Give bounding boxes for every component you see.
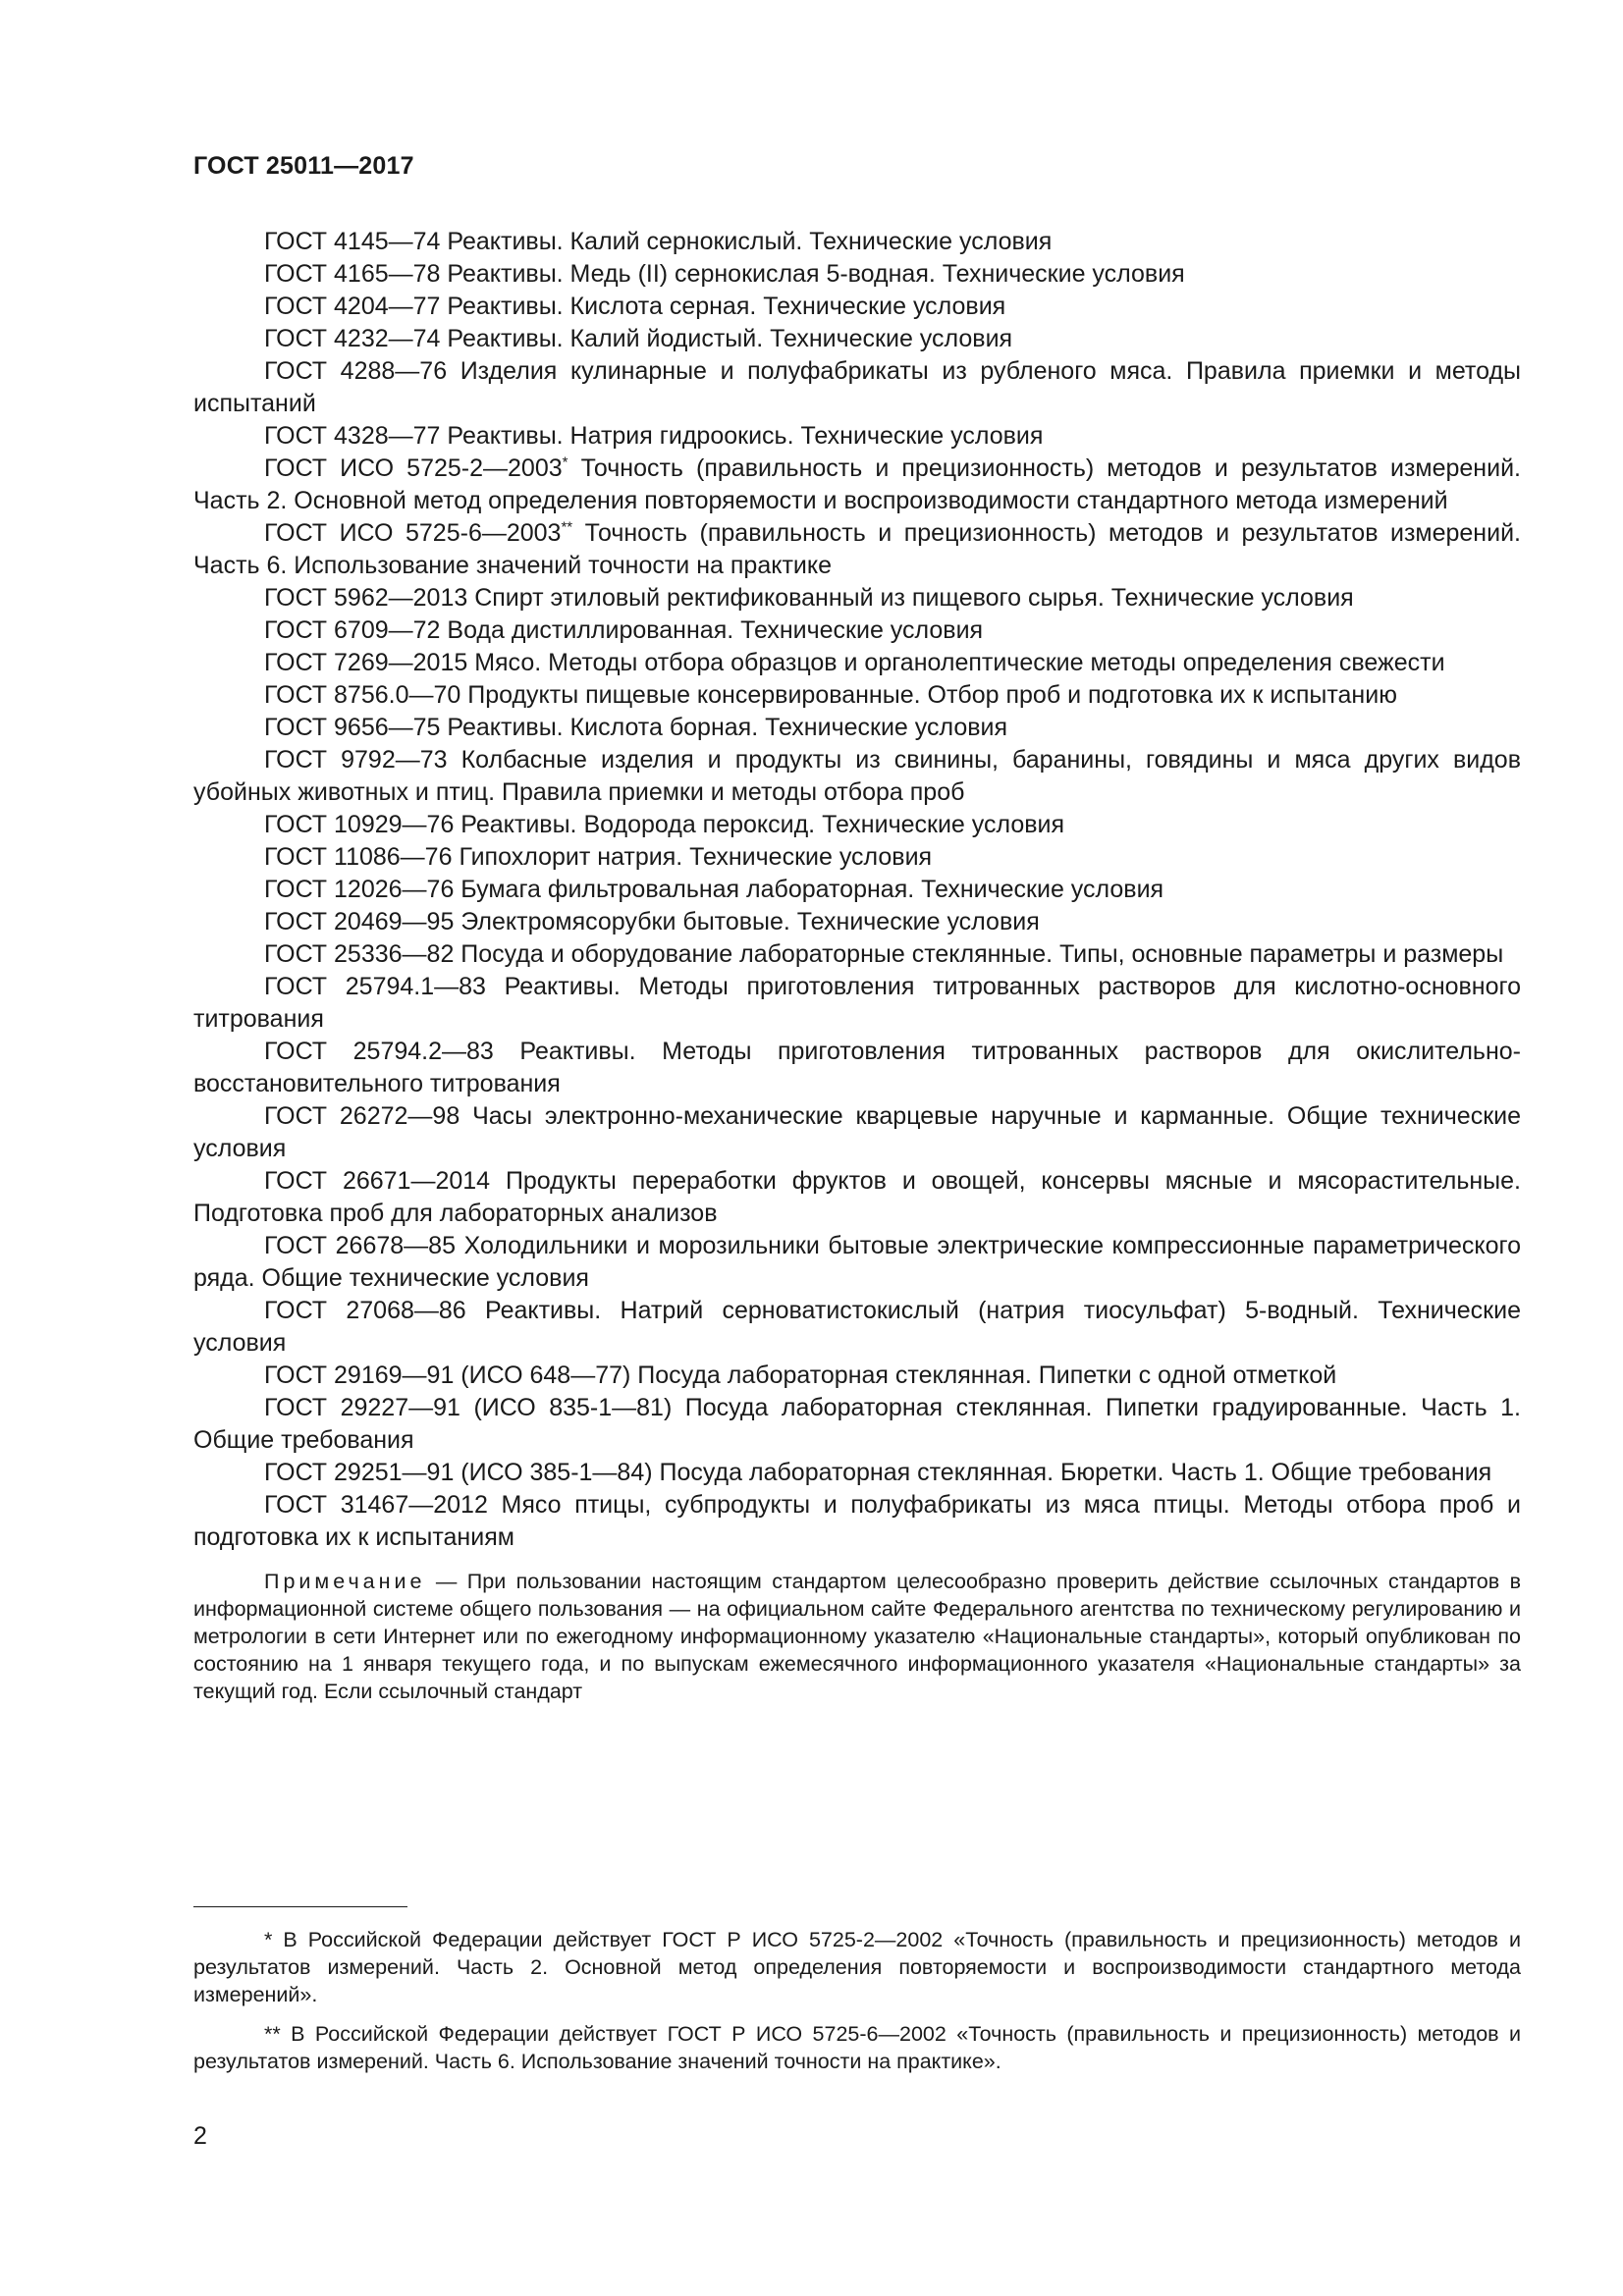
reference-item: ГОСТ 9656—75 Реактивы. Кислота борная. Технические условия — [264, 714, 1008, 741]
document-body — [193, 226, 1521, 1705]
footnote: ** В Российской Федерации действует ГОСТ Р ИСО 5725-6—2002 «Точность (правильность и прецизионность) методов и результатов измерений. Часть 6. Использование значений точности на практике». — [193, 2022, 1521, 2073]
reference-item: ГОСТ 29169—91 (ИСО 648—77) Посуда лабораторная стеклянная. Пипетки с одной отметкой — [264, 1362, 1337, 1389]
reference-item: ГОСТ 4328—77 Реактивы. Натрия гидроокись. Технические условия — [264, 422, 1044, 450]
footnote-marker: * — [562, 454, 568, 471]
page-number: 2 — [193, 2122, 207, 2150]
reference-item: ГОСТ 12026—76 Бумага фильтровальная лабораторная. Технические условия — [264, 876, 1164, 903]
reference-item: ГОСТ ИСО 5725-2—2003* Точность (правильность и прецизионность) методов и результатов измерений. Часть 2. Основной метод определения повторяемости и воспроизводимости стандартного метода измерений — [193, 454, 1521, 514]
reference-item: ГОСТ 4232—74 Реактивы. Калий йодистый. Технические условия — [264, 325, 1013, 352]
reference-item: ГОСТ 5962—2013 Спирт этиловый ректификованный из пищевого сырья. Технические условия — [264, 584, 1354, 612]
footnotes — [193, 1926, 1521, 2087]
reference-item: ГОСТ 7269—2015 Мясо. Методы отбора образцов и органолептические методы определения свежести — [264, 649, 1445, 676]
reference-item: ГОСТ 26272—98 Часы электронно-механические кварцевые наручные и карманные. Общие технические условия — [193, 1102, 1521, 1162]
footnote: * В Российской Федерации действует ГОСТ Р ИСО 5725-2—2002 «Точность (правильность и прецизионность) методов и результатов измерений. Часть 2. Основной метод определения повторяемости и воспроизводимости стандартного метода измерений». — [193, 1928, 1521, 2006]
reference-item: ГОСТ 11086—76 Гипохлорит натрия. Технические условия — [264, 843, 933, 871]
reference-item: ГОСТ 4145—74 Реактивы. Калий сернокислый. Технические условия — [264, 228, 1053, 255]
document-header: ГОСТ 25011—2017 — [193, 152, 414, 180]
reference-item: ГОСТ 25794.1—83 Реактивы. Методы приготовления титрованных растворов для кислотно-основного титрования — [193, 973, 1521, 1033]
reference-item: ГОСТ 31467—2012 Мясо птицы, субпродукты и полуфабрикаты из мяса птицы. Методы отбора проб и подготовка их к испытаниям — [193, 1491, 1521, 1551]
reference-item: ГОСТ 4165—78 Реактивы. Медь (II) сернокислая 5-водная. Технические условия — [264, 260, 1185, 288]
reference-item: ГОСТ 25794.2—83 Реактивы. Методы приготовления титрованных растворов для окислительно-восстановительного титрования — [193, 1038, 1521, 1097]
reference-item: ГОСТ 9792—73 Колбасные изделия и продукты из свинины, баранины, говядины и мяса других видов убойных животных и птиц. Правила приемки и методы отбора проб — [193, 746, 1521, 806]
reference-item: ГОСТ 4204—77 Реактивы. Кислота серная. Технические условия — [264, 293, 1006, 320]
note-label: Примечание — [264, 1570, 426, 1593]
reference-item: ГОСТ 8756.0—70 Продукты пищевые консервированные. Отбор проб и подготовка их к испытанию — [264, 681, 1397, 709]
reference-item: ГОСТ 26671—2014 Продукты переработки фруктов и овощей, консервы мясные и мясорастительные. Подготовка проб для лабораторных анализов — [193, 1167, 1521, 1227]
reference-item: ГОСТ 25336—82 Посуда и оборудование лабораторные стеклянные. Типы, основные параметры и размеры — [264, 940, 1504, 968]
reference-item: ГОСТ 4288—76 Изделия кулинарные и полуфабрикаты из рубленого мяса. Правила приемки и методы испытаний — [193, 357, 1521, 417]
reference-item: ГОСТ ИСО 5725-6—2003** Точность (правильность и прецизионность) методов и результатов измерений. Часть 6. Использование значений точности на практике — [193, 518, 1521, 579]
footnote-marker: ** — [561, 518, 573, 536]
note-paragraph — [193, 1568, 1521, 1705]
reference-item: ГОСТ 29227—91 (ИСО 835-1—81) Посуда лабораторная стеклянная. Пипетки градуированные. Часть 1. Общие требования — [193, 1394, 1521, 1454]
note-text: — При пользовании настоящим стандартом целесообразно проверить действие ссылочных стандартов в информационной системе общего пользования — на официальном сайте Федерального агентства по техническому регулированию и метрологии в сети Интернет или по ежегодному информационному указателю «Национальные стандарты», который опубликован по состоянию на 1 января текущего года, и по выпускам ежемесячного информационного указателя «Национальные стандарты» за текущий год. Если ссылочный стандарт — [193, 1570, 1521, 1703]
reference-item: ГОСТ 10929—76 Реактивы. Водорода пероксид. Технические условия — [264, 811, 1065, 838]
reference-item: ГОСТ 29251—91 (ИСО 385-1—84) Посуда лабораторная стеклянная. Бюретки. Часть 1. Общие требования — [264, 1459, 1492, 1486]
reference-item: ГОСТ 6709—72 Вода дистиллированная. Технические условия — [264, 616, 984, 644]
reference-item: ГОСТ 26678—85 Холодильники и морозильники бытовые электрические компрессионные параметрического ряда. Общие технические условия — [193, 1232, 1521, 1292]
footnote-separator — [193, 1906, 407, 1907]
reference-item: ГОСТ 27068—86 Реактивы. Натрий серноватистокислый (натрия тиосульфат) 5-водный. Технические условия — [193, 1297, 1521, 1357]
reference-item: ГОСТ 20469—95 Электромясорубки бытовые. Технические условия — [264, 908, 1040, 935]
